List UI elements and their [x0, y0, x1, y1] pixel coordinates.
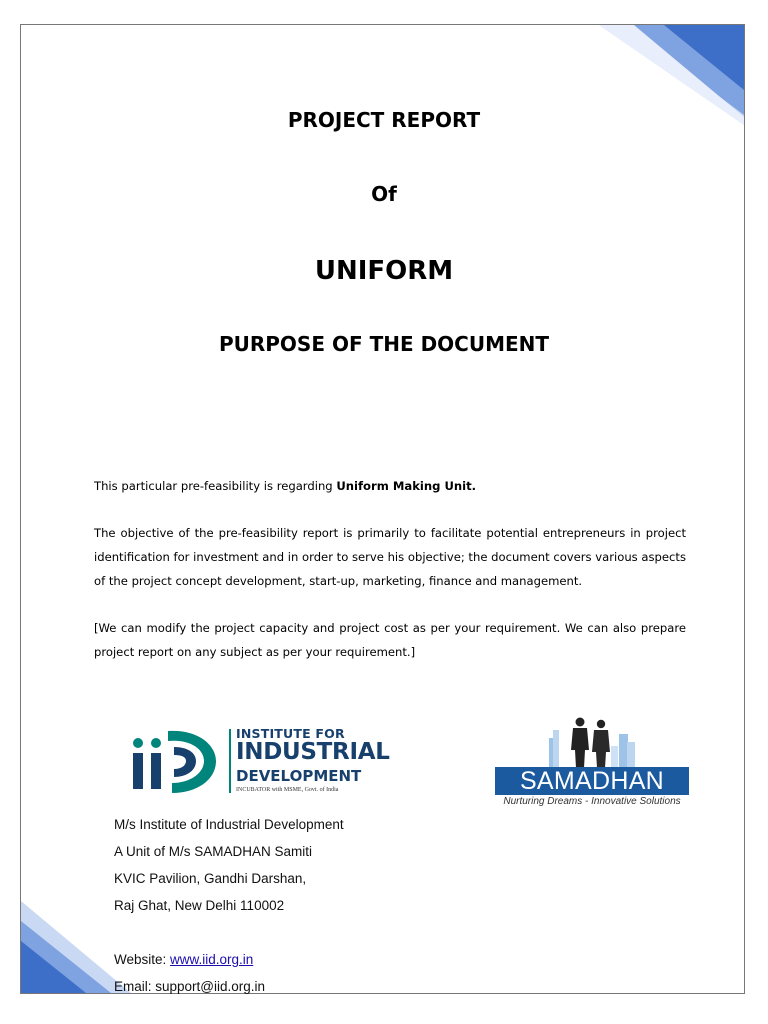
- iid-logo-subtext: INCUBATOR with MSME, Govt. of India: [236, 787, 339, 793]
- intro-paragraph: [94, 474, 686, 498]
- address-line-2: A Unit of M/s SAMADHAN Samiti: [114, 844, 313, 859]
- email-value: support@iid.org.in: [155, 979, 266, 994]
- iid-logo-line1: INSTITUTE FOR: [236, 726, 345, 741]
- website-line: [114, 946, 265, 973]
- iid-logo-line2: INDUSTRIAL: [236, 739, 390, 765]
- address-line-3: KVIC Pavilion, Gandhi Darshan,: [114, 871, 307, 886]
- address-block: [114, 811, 344, 919]
- address-line-1: M/s Institute of Industrial Development: [114, 817, 344, 832]
- business-people-icon: [547, 716, 637, 768]
- report-title: PROJECT REPORT: [287, 108, 481, 132]
- section-heading: PURPOSE OF THE DOCUMENT: [218, 332, 550, 356]
- email-line: [114, 973, 265, 1000]
- email-label: Email:: [114, 979, 156, 994]
- samadhan-logo: [495, 716, 689, 808]
- samadhan-tagline: Nurturing Dreams - Innovative Solutions: [503, 796, 681, 807]
- note-paragraph: [We can modify the project capacity and project cost as per your requirement. We can also prepare project report on any subject as per your requirement.]: [94, 621, 686, 659]
- title-of: Of: [371, 182, 397, 206]
- iid-logo-line3: DEVELOPMENT: [236, 767, 362, 785]
- website-link[interactable]: www.iid.org.in: [170, 952, 254, 967]
- report-subject: UNIFORM: [314, 256, 454, 286]
- iid-divider: [229, 729, 231, 793]
- intro-text: This particular pre-feasibility is regarding: [94, 479, 337, 493]
- samadhan-name: SAMADHAN: [495, 767, 689, 795]
- iid-logo: [128, 723, 390, 799]
- contact-block: [114, 946, 265, 1000]
- iid-emblem-icon: [128, 723, 220, 799]
- intro-bold-text: Uniform Making Unit.: [336, 479, 477, 493]
- website-label: Website:: [114, 952, 171, 967]
- address-line-4: Raj Ghat, New Delhi 110002: [114, 898, 285, 913]
- objective-paragraph: The objective of the pre-feasibility report is primarily to facilitate potential entrepreneurs in project identification for investment and in order to serve his objective; the document covers various aspects of the project concept development, start-up, marketing, finance and management.: [94, 526, 686, 588]
